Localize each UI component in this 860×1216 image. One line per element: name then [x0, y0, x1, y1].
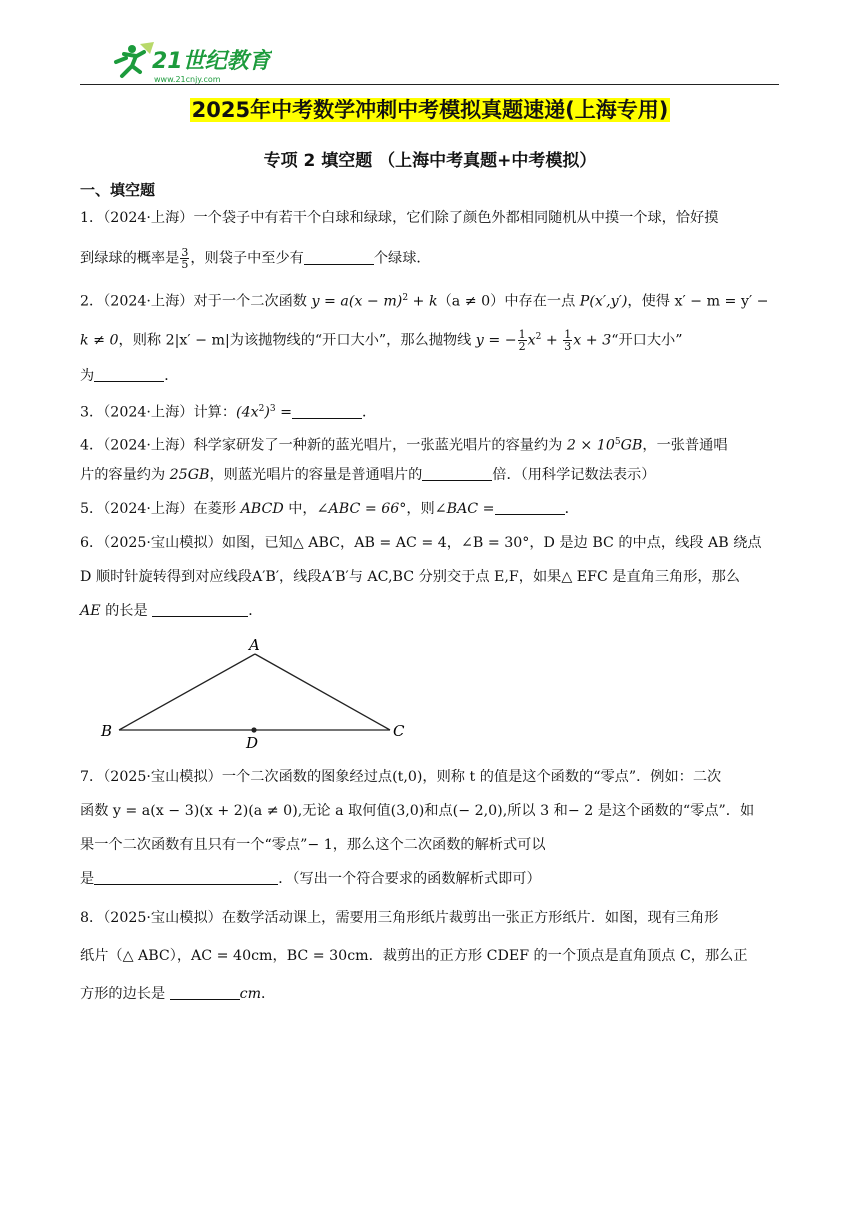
- q2-line1: 2．（2024·上海）对于一个二次函数 $y = a(x - m)^2 + k(a \ne 0)$中存在一点 P(x′,y′)，使得 x′ − m = y′ −: [80, 293, 769, 310]
- logo: [102, 40, 272, 86]
- fraction: $\frac{3}{5}$: [181, 246, 189, 271]
- answer-blank: [152, 602, 248, 617]
- q3-line1: 3．（2024·上海）计算：$(4x^2)^3$ = ．: [80, 404, 377, 421]
- answer-blank: [292, 404, 362, 419]
- q4-line1: 4．（2024·上海）科学家研发了一种新的蓝光唱片，一张蓝光唱片的容量约为 $2 \times 10^5GB$，一张普通唱: [80, 437, 728, 454]
- page-title: 2025年中考数学冲刺中考模拟真题速递(上海专用): [191, 98, 669, 122]
- q8-line2: 纸片（△ ABC），AC = 40cm，BC = 30cm．裁剪出的正方形 CDEF 的一个顶点是直角顶点 C，那么正: [80, 948, 748, 964]
- segment-ab: [119, 654, 255, 730]
- label-b: B: [101, 722, 113, 740]
- logo-url: www.21cnjy.com: [154, 75, 221, 84]
- runner-icon: [116, 42, 154, 76]
- answer-blank: [495, 500, 565, 515]
- q7-line1: 7．（2025·宝山模拟）一个二次函数的图象经过点(t,0)，则称 t 的值是这个函数的“零点”．例如：二次: [80, 769, 722, 785]
- q6-line2: D 顺时针旋转得到对应线段A′B′，线段A′B′与 AC,BC 分别交于点 E,F，如果△ EFC 是直角三角形，那么: [80, 569, 740, 585]
- q8-line1: 8．（2025·宝山模拟）在数学活动课上，需要用三角形纸片裁剪出一张正方形纸片．如图，现有三角形: [80, 910, 719, 926]
- section-heading: 一、填空题: [80, 181, 156, 199]
- logo-text: 21世纪教育: [152, 49, 271, 74]
- q2-line2: k ≠ 0，则称 2|x′ − m|为该抛物线的“开口大小”，那么抛物线 y = − $\frac{1}{2}$ $x^2$ + $\frac{1}{3}$ x + 3“开口大小”: [80, 328, 683, 354]
- point-d: [251, 727, 256, 732]
- fraction: $\frac{1}{3}$: [564, 328, 572, 354]
- q6-line3: AE 的长是 ．: [80, 603, 263, 619]
- q2-line3: 为 ．: [80, 368, 179, 384]
- page-subtitle: 专项 2 填空题 （上海中考真题+中考模拟）: [263, 151, 597, 171]
- q6-line1: 6．（2025·宝山模拟）如图，已知△ ABC，AB = AC = 4，∠B = 30°，D 是边 BC 的中点，线段 AB 绕点: [80, 535, 762, 551]
- segment-ac: [255, 654, 390, 730]
- label-c: C: [393, 722, 405, 740]
- q1-line2: 到绿球的概率是 $\frac{3}{5}$ ，则袋子中至少有 个绿球．: [80, 246, 431, 271]
- label-a: A: [249, 636, 260, 654]
- q7-line3: 果一个二次函数有且只有一个“零点”− 1，那么这个二次函数的解析式可以: [80, 837, 546, 853]
- q4-line2: 片的容量约为 25GB，则蓝光唱片的容量是普通唱片的 倍．（用科学记数法表示）: [80, 467, 656, 483]
- answer-blank: [94, 367, 164, 382]
- q5-line1: 5．（2024·上海）在菱形 ABCD 中，∠ABC = 66°，则∠BAC = ．: [80, 501, 579, 517]
- q7-line2: 函数 y = a(x − 3)(x + 2)(a ≠ 0),无论 a 取何值(3,0)和点(− 2,0),所以 3 和− 2 是这个函数的“零点”．如: [80, 803, 755, 819]
- answer-blank: [422, 466, 492, 481]
- triangle-figure: [95, 636, 415, 751]
- q8-line3: 方形的边长是 cm．: [80, 986, 276, 1002]
- answer-blank: [304, 250, 374, 265]
- label-d: D: [246, 734, 259, 751]
- answer-blank: [94, 870, 278, 885]
- header-rule: [80, 84, 779, 85]
- q7-line4: 是 ．（写出一个符合要求的函数解析式即可）: [80, 871, 541, 887]
- fraction: $\frac{1}{2}$: [518, 328, 526, 354]
- q1-line1: 1．（2024·上海）一个袋子中有若干个白球和绿球，它们除了颜色外都相同随机从中摸一个球，恰好摸: [80, 210, 719, 226]
- answer-blank: [170, 985, 240, 1000]
